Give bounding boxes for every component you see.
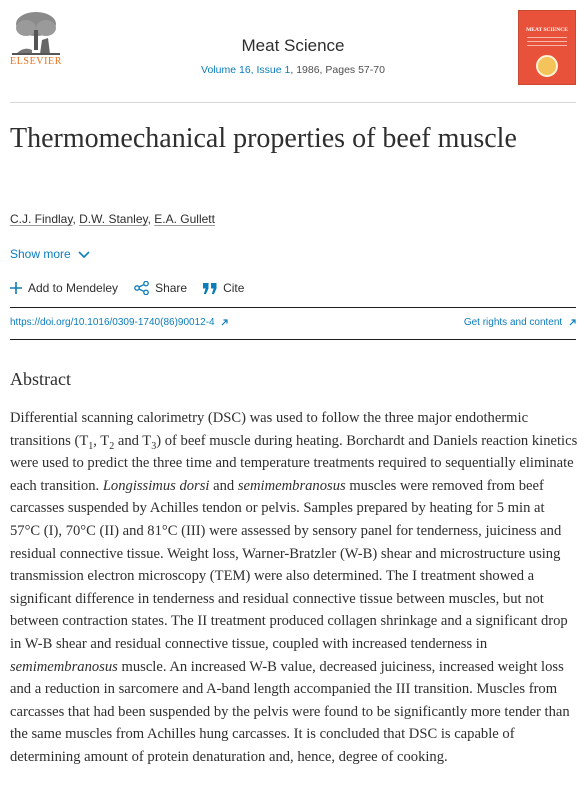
journal-name[interactable]: Meat Science	[241, 36, 345, 55]
abstract-text-run: muscle. An increased W-B value, decreased juiciness, increased weight loss and a reduction in sarcomere and A-band length accompanied the III transition. Muscles from carcasses that had been suspended by the pelvis were found to be significantly more tender than the same muscles from Achilles hung carcasses. It is concluded that DSC is capable of determining amount of protein denaturation and, hence, degree of cooking.	[10, 658, 570, 765]
show-more-label: Show more	[10, 247, 71, 261]
abstract-subscript: 1	[88, 440, 94, 452]
abstract-italic-term: Longissimus dorsi	[102, 477, 210, 494]
add-to-mendeley-button[interactable]	[10, 281, 118, 295]
external-link-icon	[221, 319, 228, 326]
abstract-heading: Abstract	[10, 369, 71, 389]
external-link-icon	[569, 319, 576, 326]
doi-row	[10, 317, 576, 328]
header-divider	[10, 102, 576, 103]
rights-text: Get rights and content	[463, 317, 563, 328]
show-more-button[interactable]	[10, 247, 90, 261]
abstract-subscript: 3	[151, 440, 157, 452]
author-link[interactable]: E.A. Gullett	[154, 212, 215, 226]
abstract-text-run: muscles were removed from beef carcasses suspended by Achilles tendon or pelvis. Samples prepared by heating for 5 min at 57°C (I), 70°C (II) and 81°C (III) were assessed by sensory panel for tenderness, juiciness and residual connective tissue. Weight loss, Warner-Bratzler (W-B) shear and microstructure using transmission electron microscopy (TEM) were also determined. The I treatment showed a significant difference in tenderness and residual connective tissue between muscles, but not between contraction states. The II treatment produced collagen shrinkage and a significant drop in W-B shear and residual connective tissue, coupled with increased tenderness in	[10, 477, 568, 652]
share-button[interactable]	[134, 281, 187, 295]
abstract-subscript: 2	[109, 440, 115, 452]
share-label: Share	[155, 281, 188, 295]
author-link[interactable]: C.J. Findlay	[10, 212, 73, 226]
author-list	[10, 212, 215, 226]
add-to-mendeley-label: Add to Mendeley	[28, 281, 119, 295]
cover-emblem	[536, 55, 558, 77]
share-icon	[134, 281, 149, 295]
article-title: Thermomechanical properties of beef muscle	[10, 123, 517, 154]
header	[0, 0, 586, 100]
abstract-text-run: and T	[114, 432, 152, 449]
doi-text: https://doi.org/10.1016/0309-1740(86)90012-4	[10, 317, 215, 328]
cite-button[interactable]	[203, 281, 244, 295]
cover-line	[527, 45, 567, 46]
plus-icon	[10, 282, 22, 294]
abstract-text-run: Differential scanning calorimetry (DSC) was used to follow the three major endothermic transitions (T	[10, 410, 529, 449]
cover-title: MEAT SCIENCE	[526, 27, 568, 33]
journal-cover-image[interactable]	[518, 10, 576, 85]
abstract-text-run: , T	[93, 432, 110, 449]
abstract-text-run: and	[209, 477, 238, 494]
publisher-name: ELSEVIER	[10, 56, 63, 67]
get-rights-link[interactable]	[464, 317, 576, 328]
chevron-down-icon	[78, 251, 90, 259]
author-link[interactable]: D.W. Stanley	[79, 212, 148, 226]
author-separator: ,	[72, 212, 80, 226]
cite-label: Cite	[223, 281, 245, 295]
journal-pages: , 1986, Pages 57-70	[290, 64, 385, 76]
cover-line	[527, 41, 567, 42]
journal-info	[0, 36, 586, 76]
doi-link[interactable]	[10, 317, 228, 328]
article-actions	[10, 281, 260, 295]
volume-issue-link[interactable]: Volume 16, Issue 1	[201, 64, 291, 76]
abstract-italic-term: semimembranosus	[237, 477, 346, 494]
actions-divider	[10, 307, 576, 308]
cover-line	[527, 37, 567, 38]
abstract-body	[10, 407, 578, 769]
doi-divider	[10, 339, 576, 340]
abstract-text-run: ) of beef muscle during heating. Borchardt and Daniels reaction kinetics were used to predict the three time and temperature treatments required to sequentially eliminate each transition.	[10, 432, 578, 494]
journal-meta	[0, 64, 586, 76]
abstract-italic-term: semimembranosus	[10, 658, 118, 675]
author-separator: ,	[147, 212, 155, 226]
quote-icon	[203, 283, 217, 294]
